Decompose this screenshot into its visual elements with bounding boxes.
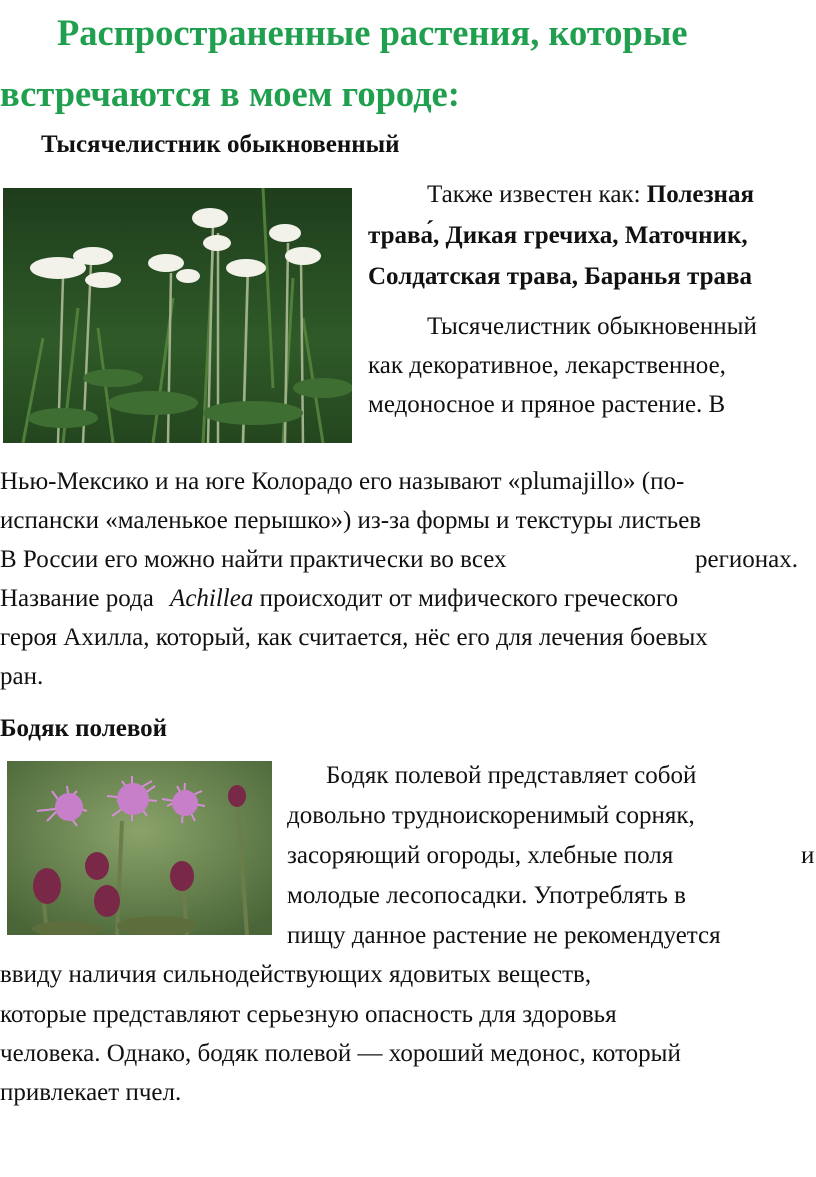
thistle-line-9: привлекает пчел.: [0, 1079, 182, 1106]
yarrow-photo-icon: [3, 188, 352, 443]
yarrow-line-2: трава́, Дикая гречиха, Маточник,: [368, 222, 748, 249]
yarrow-line-7: Нью-Мексико и на юге Колорадо его называют «plumajillo» (по-: [0, 468, 685, 495]
title-line-2: встречаются в моем городе:: [0, 73, 460, 114]
thistle-line-5: пищу данное растение не рекомендуется: [287, 922, 721, 949]
yarrow-line-11: героя Ахилла, который, как считается, нёс его для лечения боевых: [0, 624, 708, 651]
yarrow-line-6: медоносное и пряное растение. В: [368, 391, 726, 418]
thistle-line-2: довольно трудноискоренимый сорняк,: [287, 802, 695, 829]
page-title: [0, 2, 816, 124]
yarrow-line-12: ран.: [0, 663, 44, 690]
thistle-line-7: которые представляют серьезную опасность для здоровья: [0, 1001, 617, 1028]
yarrow-line-4: Тысячелистник обыкновенный: [427, 313, 757, 340]
yarrow-line-10: Название рода Achillea происходит от мифического греческого: [0, 585, 679, 612]
thistle-line-6: ввиду наличия сильнодействующих ядовитых веществ,: [0, 961, 592, 988]
thistle-line-1: Бодяк полевой представляет собой: [326, 762, 697, 789]
yarrow-line-9: В России его можно найти практически во всех регионах.: [0, 546, 798, 573]
thistle-line-3: засоряющий огороды, хлебные поля и: [287, 842, 815, 869]
thistle-line-4: молодые лесопосадки. Употреблять в: [287, 882, 686, 909]
yarrow-line-1: Также известен как: Полезная: [427, 181, 754, 208]
title-line-1: Распространенные растения, которые: [57, 12, 688, 53]
yarrow-heading: Тысячелистник обыкновенный: [41, 131, 400, 158]
yarrow-line-5: как декоративное, лекарственное,: [368, 352, 726, 379]
thistle-heading: Бодяк полевой: [0, 715, 168, 742]
thistle-photo-icon: [7, 761, 272, 935]
yarrow-line-8: испански «маленькое перышко») из-за формы и текстуры листьев: [0, 507, 702, 534]
thistle-line-8: человека. Однако, бодяк полевой — хороший медонос, который: [0, 1040, 681, 1067]
yarrow-line-3: Солдатская трава, Баранья трава: [368, 263, 753, 290]
